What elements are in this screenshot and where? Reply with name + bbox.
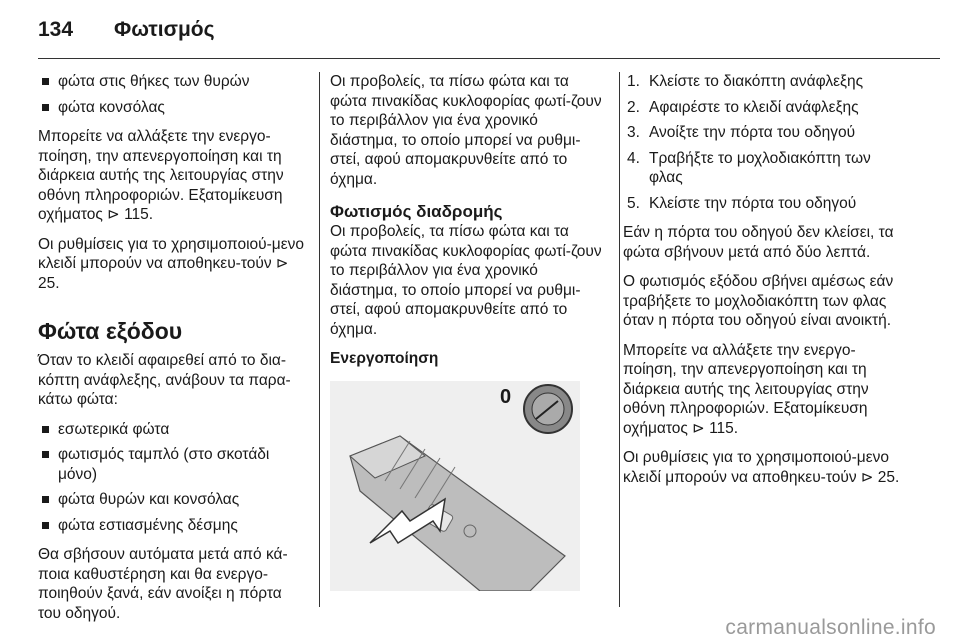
page-title: Φωτισμός [114, 18, 215, 41]
column-3 [623, 72, 901, 497]
bullet-list-lights [38, 72, 306, 117]
paragraph: Οι προβολείς, τα πίσω φώτα και τα φώτα πινακίδας κυκλοφορίας φωτί-ζουν το περιβάλλον για ένα χρονικό διάστημα, το οποίο μπορεί να ρυθμι-στεί, αφού απομακρυνθείτε από το όχημα. [330, 73, 602, 188]
paragraph-text: Οι ρυθμίσεις για το χρησιμοποιού-μενο κλειδί μπορούν να αποθηκευ-τούν [623, 449, 890, 486]
column-divider-2 [619, 72, 620, 607]
paragraph: Ο φωτισμός εξόδου σβήνει αμέσως εάν τραβήξετε το μοχλοδιακόπτη των φλας όταν η πόρτα του οδηγού είναι ανοικτή. [623, 273, 894, 329]
paragraph [38, 235, 306, 294]
paragraph [623, 341, 901, 439]
section-title-exit-lights: Φώτα εξόδου [38, 318, 183, 344]
column-1 [38, 72, 306, 633]
paragraph: Οι προβολείς, τα πίσω φώτα και τα φώτα πινακίδας κυκλοφορίας φωτί-ζουν το περιβάλλον για ένα χρονικό διάστημα, το οποίο μπορεί να ρυθμι-στεί, αφού απομακρυνθείτε από το όχημα. [330, 223, 602, 338]
watermark: carmanualsonline.info [725, 616, 936, 639]
activation-steps [623, 72, 901, 213]
section-title-path-lighting: Φωτισμός διαδρομής [330, 202, 503, 221]
step-text: Αφαιρέστε το κλειδί ανάφλεξης [649, 98, 859, 116]
list-item: εσωτερικά φώτα [38, 420, 306, 440]
header-divider [38, 58, 940, 59]
column-2 [330, 72, 605, 591]
reference-arrow-icon: ⊳ [692, 419, 705, 437]
reference-arrow-icon: ⊳ [860, 468, 874, 486]
list-item: φώτα στις θήκες των θυρών [38, 72, 306, 92]
paragraph: Εάν η πόρτα του οδηγού δεν κλείσει, τα φώτα σβήνουν μετά από δύο λεπτά. [623, 224, 894, 261]
page-reference: 115. [709, 419, 739, 437]
reference-arrow-icon: ⊳ [107, 206, 120, 223]
lever-illustration-svg [330, 381, 580, 591]
paragraph [623, 448, 901, 487]
paragraph: Όταν το κλειδί αφαιρεθεί από το δια-κόπτη ανάφλεξης, ανάβουν τα παρα-κάτω φώτα: [38, 352, 291, 408]
paragraph-text: Οι ρυθμίσεις για το χρησιμοποιού-μενο κλειδί μπορούν να αποθηκευ-τούν [38, 235, 305, 272]
list-item: 5. Κλείστε την πόρτα του οδηγού [627, 194, 857, 212]
list-item: 2. Αφαιρέστε το κλειδί ανάφλεξης [627, 98, 859, 116]
page-reference: 115. [124, 206, 154, 223]
list-item: φώτα κονσόλας [38, 98, 306, 118]
paragraph-text: Μπορείτε να αλλάξετε την ενεργο-ποίηση, την απενεργοποίηση και τη διάρκεια αυτής της λειτουργίας στην οθόνη πληροφοριών. Εξατομίκευση οχήματος [623, 341, 869, 437]
list-item: 4. Τραβήξτε το μοχλοδιακόπτη των φλας [627, 149, 871, 186]
turn-signal-lever-illustration [330, 381, 580, 591]
list-item: 1. Κλείστε το διακόπτη ανάφλεξης [627, 73, 864, 90]
list-item: φωτισμός ταμπλό (στο σκοτάδι μόνο) [38, 445, 306, 484]
page-reference: 25. [877, 468, 900, 486]
list-item: 3. Ανοίξτε την πόρτα του οδηγού [627, 124, 856, 141]
paragraph [38, 127, 306, 225]
page-number: 134 [38, 18, 74, 41]
bullet-list-exit-lights [38, 420, 306, 536]
page-header [38, 10, 215, 50]
figure-label: 0 [500, 385, 512, 408]
step-text: Ανοίξτε την πόρτα του οδηγού [649, 124, 856, 141]
paragraph-text: Μπορείτε να αλλάξετε την ενεργο-ποίηση, την απενεργοποίηση και τη διάρκεια αυτής της λειτουργίας στην οθόνη πληροφοριών. Εξατομίκευση οχήματος [38, 128, 284, 223]
list-item: φώτα θυρών και κονσόλας [38, 490, 306, 510]
column-divider-1 [319, 72, 320, 607]
subsection-title-activation: Ενεργοποίηση [330, 350, 439, 367]
paragraph: Θα σβήσουν αυτόματα μετά από κά-ποια καθυστέρηση και θα ενεργο-ποιηθούν ξανά, εάν ανοίξει η πόρτα του οδηγού. [38, 546, 288, 622]
step-text: Κλείστε την πόρτα του οδηγού [649, 194, 857, 212]
step-text: Κλείστε το διακόπτη ανάφλεξης [649, 73, 864, 90]
reference-arrow-icon: ⊳ [275, 255, 289, 272]
step-text: Τραβήξτε το μοχλοδιακόπτη των φλας [649, 149, 871, 186]
list-item: φώτα εστιασμένης δέσμης [38, 516, 306, 536]
page-reference: 25. [38, 274, 60, 292]
